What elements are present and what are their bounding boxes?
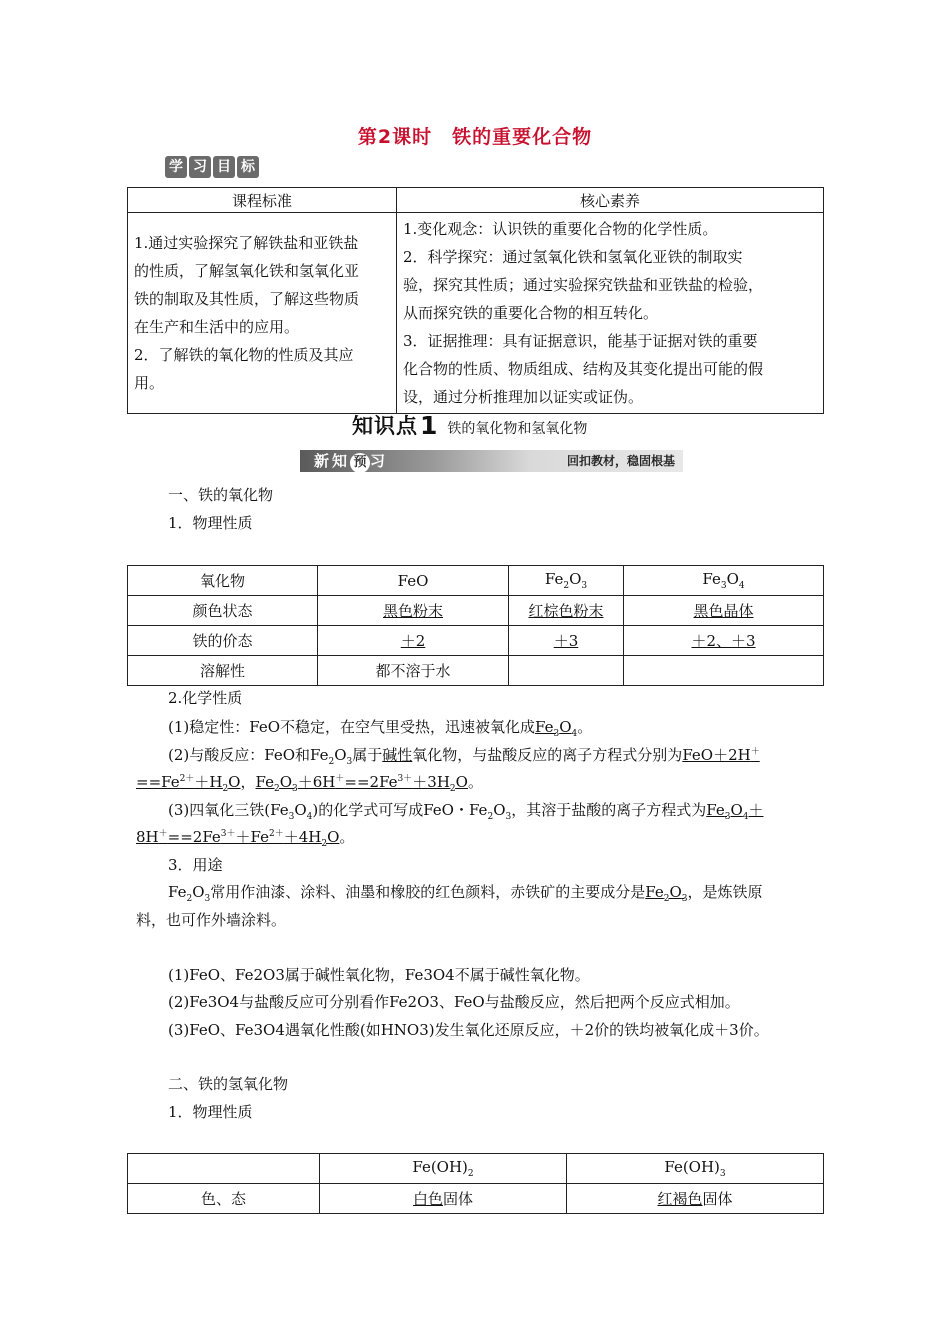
- hydroxide-row-label: 色、态: [128, 1184, 320, 1214]
- goals-col1-line: 用。: [134, 374, 165, 392]
- subsection-heading: 1．物理性质: [168, 1103, 253, 1121]
- oxide-cell: 都不溶于水: [318, 656, 509, 686]
- chem-property-2: (2)与酸反应：FeO和$Fe_2O_3$属于碱性氧化物，与盐酸反应的离子方程式分别为FeO＋2H＋: [168, 746, 760, 767]
- goals-table: [127, 187, 824, 414]
- goals-col2-line: 从而探究铁的重要化合物的相互转化。: [403, 304, 659, 322]
- section-heading: 二、铁的氢氧化物: [168, 1075, 289, 1093]
- oxide-row-label: 铁的价态: [128, 626, 318, 656]
- goals-col1-line: 在生产和生活中的应用。: [134, 318, 300, 336]
- oxide-cell: ＋2: [318, 626, 509, 656]
- subsection-heading: 3．用途: [168, 856, 223, 874]
- goals-col2-line: 验，探究其性质；通过实验探究铁盐和亚铁盐的检验，: [403, 276, 764, 294]
- oxide-cell: 黑色晶体: [624, 596, 824, 626]
- oxide-row-label: 颜色状态: [128, 596, 318, 626]
- oxide-header: FeO: [318, 566, 509, 596]
- preview-banner-slogan: 回扣教材，稳固根基: [566, 454, 675, 468]
- oxide-table: [127, 565, 824, 686]
- goals-col2-line: 1.变化观念：认识铁的重要化合物的化学性质。: [403, 220, 718, 238]
- objectives-badge: [165, 156, 259, 178]
- oxide-cell: 黑色粉末: [318, 596, 509, 626]
- goals-col1-line: 的性质，了解氢氧化铁和氢氧化亚: [134, 262, 360, 280]
- page-title: 第2课时 铁的重要化合物: [357, 126, 593, 148]
- goals-col2-header: 核心素养: [397, 188, 824, 213]
- badge-char: 学: [165, 156, 187, 178]
- hydroxide-header: [128, 1154, 320, 1184]
- oxide-header: $Fe_2O_3$: [509, 566, 624, 596]
- use-paragraph: 料，也可作外墙涂料。: [136, 911, 287, 929]
- goals-col2-line: 2．科学探究：通过氢氧化铁和氢氧化亚铁的制取实: [403, 248, 743, 266]
- knowledge-point-heading: [352, 412, 587, 440]
- chem-equation-line: $8H^+==2Fe^{3+}+Fe^{2+}+4H_2O$。: [136, 828, 355, 849]
- oxide-cell: ＋2、＋3: [624, 626, 824, 656]
- hydroxide-cell: 白色固体: [320, 1184, 567, 1214]
- subsection-heading: 1．物理性质: [168, 514, 253, 532]
- note-line: (1)FeO、Fe2O3属于碱性氧化物，Fe3O4不属于碱性氧化物。: [168, 966, 590, 984]
- chem-property-1: (1)稳定性：FeO不稳定，在空气里受热，迅速被氧化成$Fe_3O_4$。: [168, 718, 593, 739]
- knowledge-point-number: 1: [420, 411, 438, 440]
- oxide-header: 氧化物: [128, 566, 318, 596]
- oxide-cell: ＋3: [509, 626, 624, 656]
- goals-col1-line: 2．了解铁的氧化物的性质及其应: [134, 346, 354, 364]
- oxide-cell: [509, 656, 624, 686]
- badge-char: 习: [189, 156, 211, 178]
- badge-char: 标: [237, 156, 259, 178]
- preview-circle: 预: [350, 453, 370, 473]
- goals-col2-cell: [397, 213, 824, 414]
- preview-banner-text: 新知: [314, 452, 351, 470]
- goals-col1-header: 课程标准: [128, 188, 397, 213]
- goals-col1-cell: [128, 213, 397, 414]
- goals-col1-line: 铁的制取及其性质，了解这些物质: [134, 290, 360, 308]
- hydroxide-cell: 红褐色固体: [567, 1184, 824, 1214]
- note-line: (2)Fe3O4与盐酸反应可分别看作Fe2O3、FeO与盐酸反应，然后把两个反应式相加。: [168, 993, 740, 1011]
- note-line: (3)FeO、Fe3O4遇氧化性酸(如HNO3)发生氧化还原反应，＋2价的铁均被氧化成＋3价。: [168, 1021, 769, 1039]
- use-paragraph: $Fe_2O_3$常用作油漆、涂料、油墨和橡胶的红色颜料，赤铁矿的主要成分是$Fe_2O_3$，是炼铁原: [168, 883, 763, 904]
- goals-col2-line: 化合物的性质、物质组成、结构及其变化提出可能的假: [403, 360, 764, 378]
- chem-property-3: (3)四氧化三铁$(Fe_3O_4)$的化学式可写成FeO・$Fe_2O_3$，其溶于盐酸的离子方程式为$Fe_3O_4+$: [168, 801, 764, 822]
- chem-equation-line: $==Fe^{2+}+H_2O$，$Fe_2O_3+6H^+==2Fe^{3+}+3H_2O$。: [136, 773, 483, 794]
- hydroxide-table: [127, 1153, 824, 1214]
- badge-char: 目: [213, 156, 235, 178]
- hydroxide-header: $Fe(OH)_2$: [320, 1154, 567, 1184]
- oxide-cell: 红棕色粉末: [509, 596, 624, 626]
- subsection-heading: 2.化学性质: [168, 689, 243, 707]
- goals-col1-line: 1.通过实验探究了解铁盐和亚铁盐: [134, 234, 359, 252]
- oxide-row-label: 溶解性: [128, 656, 318, 686]
- goals-col2-line: 设，通过分析推理加以证实或证伪。: [403, 388, 644, 406]
- oxide-header: $Fe_3O_4$: [624, 566, 824, 596]
- section-heading: 一、铁的氧化物: [168, 486, 274, 504]
- knowledge-point-label: 知识点: [352, 414, 418, 438]
- preview-banner-title: [314, 450, 388, 472]
- preview-banner: [300, 450, 683, 472]
- goals-col2-line: 3．证据推理：具有证据意识，能基于证据对铁的重要: [403, 332, 758, 350]
- preview-banner-text: 习: [370, 452, 389, 470]
- hydroxide-header: $Fe(OH)_3$: [567, 1154, 824, 1184]
- oxide-cell: [624, 656, 824, 686]
- knowledge-point-subtitle: 铁的氧化物和氢氧化物: [447, 421, 588, 437]
